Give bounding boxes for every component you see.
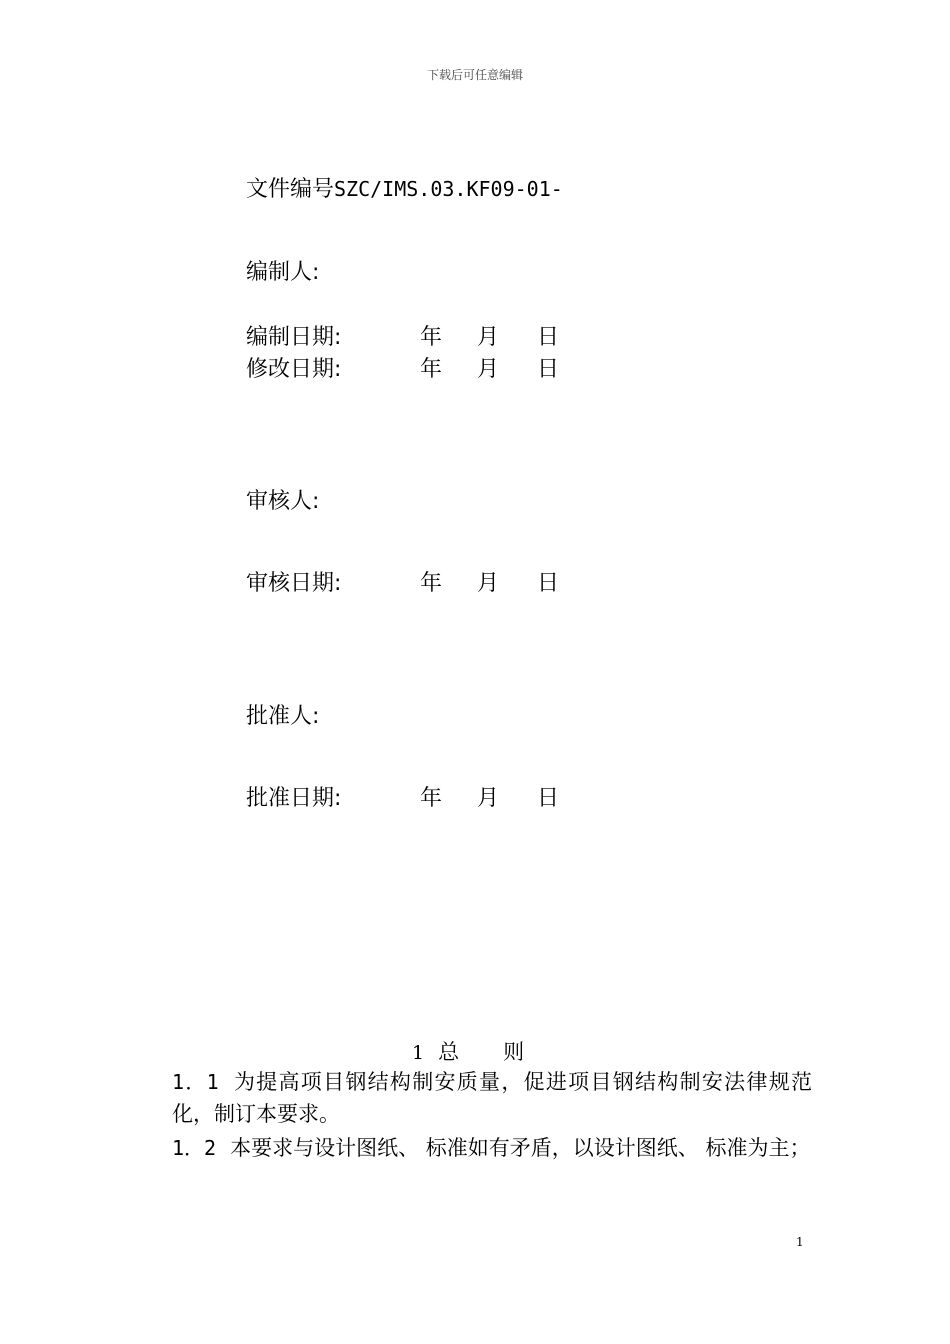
- compile-date-label: 编制日期:: [246, 325, 342, 350]
- review-date-label: 审核日期:: [246, 571, 342, 596]
- approver-label: 批准人:: [246, 704, 320, 729]
- compiler-label: 编制人:: [246, 260, 320, 285]
- paragraph-number: 1．2: [172, 1136, 217, 1160]
- section-number: 1: [412, 1042, 425, 1064]
- revise-date-label: 修改日期:: [246, 357, 342, 382]
- section-title-part1: 总: [438, 1040, 460, 1064]
- approve-date-year: 年: [420, 786, 443, 811]
- revise-date-day: 日: [537, 357, 560, 382]
- section-title: [412, 1036, 524, 1066]
- document-number-code: SZC/IMS.03.KF09-01-: [334, 177, 563, 201]
- paragraph-number: 1．1: [172, 1070, 219, 1094]
- compile-date-year: 年: [420, 325, 443, 350]
- paragraph-1-1: [172, 1066, 812, 1130]
- approve-date-day: 日: [537, 786, 560, 811]
- paragraph-text: 为提高项目钢结构制安质量，促进项目钢结构制安法律规范化，制订本要求。: [172, 1070, 812, 1126]
- revise-date-year: 年: [420, 357, 443, 382]
- page-header-note: 下载后可任意编辑: [426, 68, 523, 82]
- document-number: [246, 172, 563, 203]
- review-date-day: 日: [537, 571, 560, 596]
- paragraph-1-2: [172, 1132, 812, 1164]
- reviewer-label: 审核人:: [246, 489, 320, 514]
- paragraph-text: 本要求与设计图纸、 标准如有矛盾，以设计图纸、 标准为主；: [230, 1136, 811, 1160]
- approve-date-month: 月: [477, 786, 500, 811]
- section-title-part2: 则: [503, 1040, 525, 1064]
- review-date-month: 月: [477, 571, 500, 596]
- revise-date-month: 月: [477, 357, 500, 382]
- page-number: 1: [796, 1235, 804, 1249]
- compile-date-day: 日: [537, 325, 560, 350]
- document-number-label: 文件编号: [246, 177, 335, 202]
- review-date-year: 年: [420, 571, 443, 596]
- compile-date-month: 月: [477, 325, 500, 350]
- approve-date-label: 批准日期:: [246, 786, 342, 811]
